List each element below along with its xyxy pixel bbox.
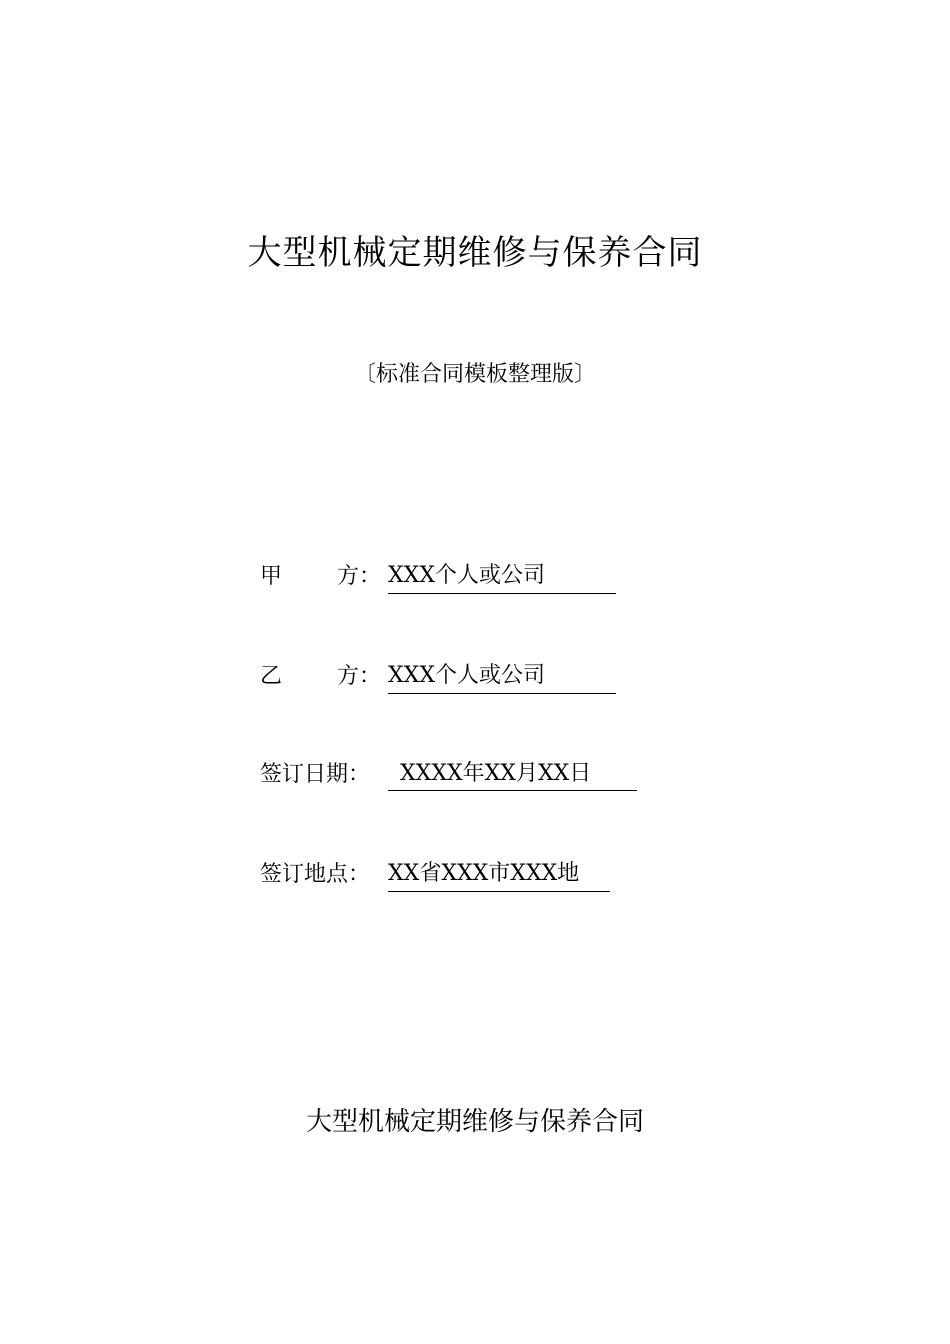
party-a-label-char2: 方： — [337, 564, 382, 589]
footer-title: 大型机械定期维修与保养合同 — [305, 1107, 644, 1137]
party-b-label-char2: 方： — [337, 664, 382, 689]
sign-date-value: XXXX年XX月XX日 — [388, 758, 637, 791]
sign-place-label: 签订地点： — [260, 862, 371, 887]
document-title: 大型机械定期维修与保养合同 — [247, 233, 703, 273]
party-a-value: XXX个人或公司 — [388, 560, 616, 594]
party-a-label-char1: 甲 — [260, 564, 283, 589]
document-subtitle: 〔标准合同模板整理版〕 — [353, 362, 596, 387]
party-b-value: XXX个人或公司 — [388, 660, 616, 694]
sign-date-label: 签订日期： — [260, 762, 371, 787]
party-b-label-char1: 乙 — [260, 664, 283, 689]
sign-place-value: XX省XXX市XXX地 — [388, 858, 610, 892]
